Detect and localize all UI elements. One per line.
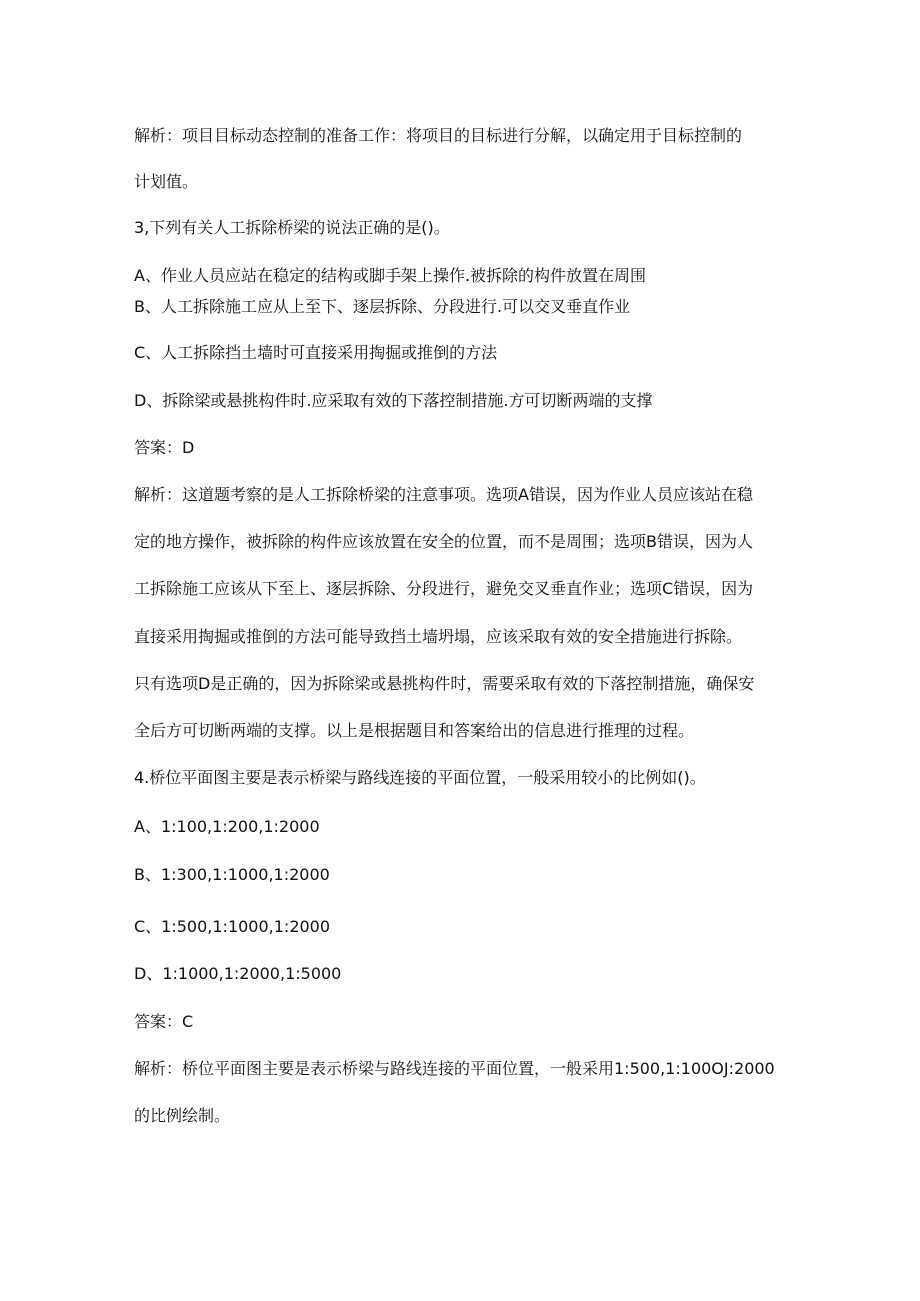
analysis-q3-line-6: 全后方可切断两端的支撑。以上是根据题目和答案给出的信息进行推理的过程。 (134, 721, 695, 740)
question-3-answer: 答案：D (134, 438, 195, 457)
question-4-option-c: C、1:500,1:1000,1:2000 (134, 917, 331, 936)
analysis-q3-line-4: 直接采用掏掘或推倒的方法可能导致挡土墙坍塌，应该采取有效的安全措施进行拆除。 (134, 627, 743, 646)
question-4-stem: 4.桥位平面图主要是表示桥梁与路线连接的平面位置，一般采用较小的比例如()。 (134, 768, 706, 787)
question-4-answer: 答案：C (134, 1012, 194, 1031)
question-3-stem: 3,下列有关人工拆除桥梁的说法正确的是()。 (134, 218, 450, 237)
analysis-q3-line-5: 只有选项D是正确的，因为拆除梁或悬挑构件时，需要采取有效的下落控制措施，确保安 (134, 674, 755, 693)
analysis-q3-line-3: 工拆除施工应该从下至上、逐层拆除、分段进行，避免交叉垂直作业；选项C错误，因为 (134, 579, 754, 598)
analysis-q4-line-2: 的比例绘制。 (134, 1106, 231, 1125)
question-3-option-c: C、人工拆除挡土墙时可直接采用掏掘或推倒的方法 (134, 343, 498, 362)
question-3-option-d: D、拆除梁或悬挑构件时.应采取有效的下落控制措施.方可切断两端的支撑 (134, 391, 653, 410)
analysis-q2-line-2: 计划值。 (134, 172, 199, 191)
analysis-q2-line-1: 解析：项目目标动态控制的准备工作：将项目的目标进行分解，以确定用于目标控制的 (134, 126, 743, 145)
question-3-option-b: B、人工拆除施工应从上至下、逐层拆除、分段进行.可以交叉垂直作业 (134, 297, 631, 316)
analysis-q3-line-2: 定的地方操作，被拆除的构件应该放置在安全的位置，而不是周围；选项B错误，因为人 (134, 532, 753, 551)
question-4-option-b: B、1:300,1:1000,1:2000 (134, 865, 330, 884)
analysis-q3-line-1: 解析：这道题考察的是人工拆除桥梁的注意事项。选项A错误，因为作业人员应该站在稳 (134, 485, 753, 504)
question-4-option-a: A、1:100,1:200,1:2000 (134, 817, 320, 836)
question-4-option-d: D、1:1000,1:2000,1:5000 (134, 964, 342, 983)
analysis-q4-line-1: 解析：桥位平面图主要是表示桥梁与路线连接的平面位置，一般采用1:500,1:100OJ:2000 (134, 1059, 775, 1078)
question-3-option-a: A、作业人员应站在稳定的结构或脚手架上操作.被拆除的构件放置在周围 (134, 266, 647, 285)
